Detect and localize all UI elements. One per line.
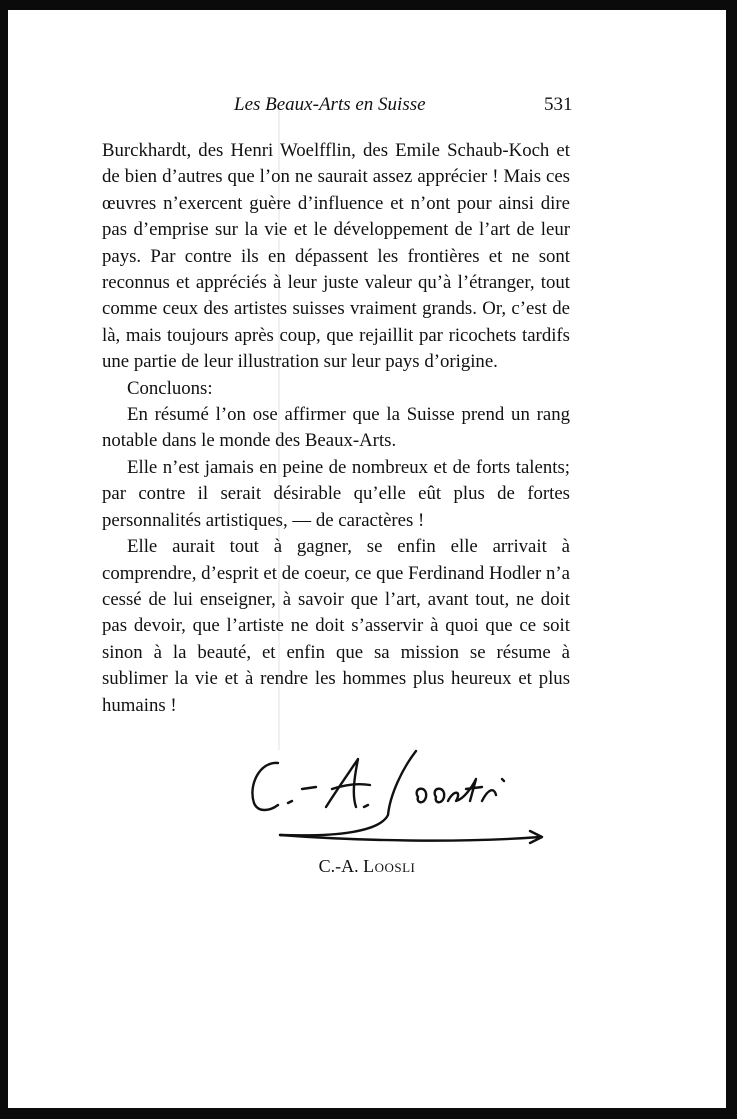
page-header: [8, 94, 726, 118]
paragraph-1: Burckhardt, des Henri Woelfflin, des Emile Schaub-Koch et de bien d’autres que l’on ne saurait assez apprécier ! Mais ces œuvres n’exercent guère d’influence et n’ont pour ainsi dire pas d’emprise sur la vie et le développement de l’art de leur pays. Par contre ils en dépassent les frontières et ne sont reconnus et appréciés à leur juste valeur qu’à l’étranger, tout comme ceux des artistes suisses vraiment grands. Or, c’est de là, mais toujours après coup, que rejaillit par ricochets tardifs une partie de leur illustration sur leur pays d’origine.: [102, 140, 570, 373]
paragraph-4: Elle aurait tout à gagner, se enfin elle arrivait à comprendre, d’esprit et de coeur, ce que Ferdinand Hodler n’a cessé de lui enseigner, à savoir que l’art, avant tout, ne doit pas devoir, que l’artiste ne doit s’asservir à quoi que ce soit sinon à la beauté, et enfin que sa mission se résume à sublimer la vie et à rendre les hommes plus heureux et plus humains !: [102, 536, 570, 716]
body-text: [102, 138, 570, 719]
running-title: Les Beaux-Arts en Suisse: [234, 94, 426, 115]
paragraph-3: Elle n’est jamais en peine de nombreux et de forts talents; par contre il serait désirable qu’elle eût plus de fortes personnalités artistiques, — de caractères !: [102, 456, 570, 531]
author-surname: Loosli: [363, 856, 416, 876]
author-name: [8, 856, 726, 877]
paragraph-concluons: Concluons:: [127, 377, 213, 399]
author-initials: C.-A.: [318, 856, 359, 876]
handwritten-signature: [240, 745, 560, 845]
page-number: 531: [544, 94, 573, 115]
paragraph-2: En résumé l’on ose affirmer que la Suisse prend un rang notable dans le monde des Beaux-Arts.: [102, 404, 570, 452]
document-page: [8, 10, 726, 1108]
